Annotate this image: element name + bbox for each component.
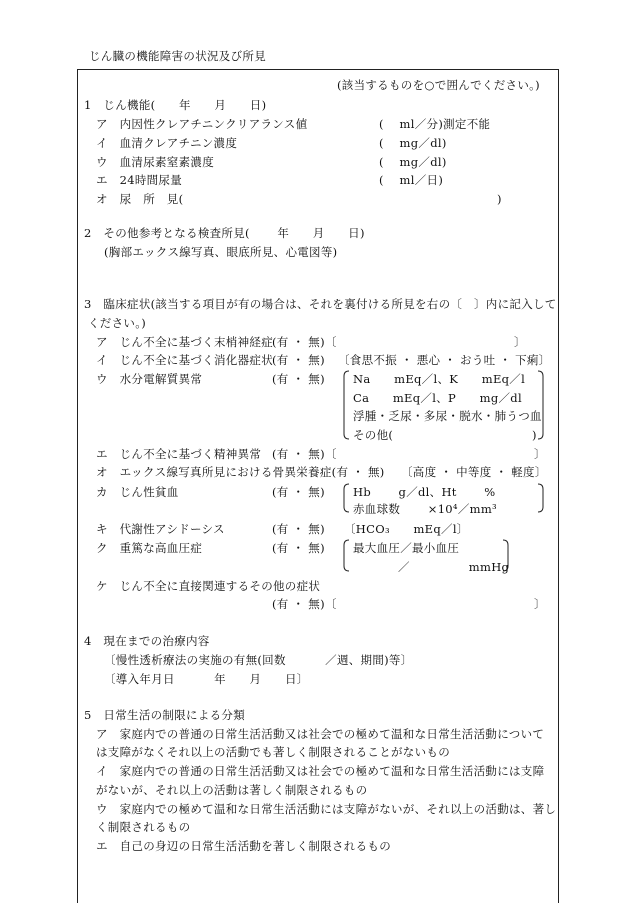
hypertension-line1: 最大血圧／最小血圧 [353, 541, 460, 555]
bun-value: ( mg／dl) [379, 155, 447, 169]
urine-volume-label: エ 24時間尿量 [96, 173, 183, 187]
serum-creatinine-value: ( mg／dl) [379, 136, 447, 150]
electrolyte-yn: (有 ・ 無) [272, 372, 325, 386]
gi-label: イ じん不全に基づく消化器症状 [96, 353, 273, 367]
class-a-line1: ア 家庭内での普通の日常生活活動又は社会での極めて温和な日常生活活動について [96, 727, 545, 741]
gi-detail: 〔食思不振 ・ 悪心 ・ おう吐 ・ 下痢〕 [338, 353, 551, 367]
section2-heading: 2 その他参考となる検査所見( 年 月 日) [84, 226, 365, 240]
anemia-line2: 赤血球数 ×10⁴／mm³ [353, 502, 497, 516]
neuropathy-close: 〕 [514, 335, 526, 349]
neuropathy-label: ア じん不全に基づく末梢神経症 [96, 335, 273, 349]
electrolyte-line3: 浮腫・乏尿・多尿・脱水・肺うつ血 [353, 409, 542, 423]
section3-heading: 3 臨床症状(該当する項目が有の場合は、それを裏付ける所見を右の〔 〕内に記入して [84, 297, 557, 311]
other-symptoms-yn: (有 ・ 無)〔 [272, 597, 337, 611]
class-c-line1: ウ 家庭内での極めて温和な日常生活活動には支障がないが、それ以上の活動は、著し [96, 802, 557, 816]
acidosis-yn: (有 ・ 無) [272, 522, 325, 536]
gi-yn: (有 ・ 無) [272, 353, 325, 367]
dialysis-line: 〔慢性透析療法の実施の有無(回数 ／週、期間)等〕 [104, 653, 413, 667]
section1-heading: 1 じん機能( 年 月 日) [84, 98, 267, 112]
electrolyte-line4-close: ) [532, 428, 537, 442]
anemia-line1: Hb g／dl、Ht % [353, 485, 496, 499]
class-a-line2: は支障がなくそれ以上の活動でも著しく制限されることがないもの [96, 745, 450, 759]
introduction-date-line: 〔導入年月日 年 月 日〕 [104, 672, 309, 686]
hypertension-label: ク 重篤な高血圧症 [96, 541, 203, 555]
bun-label: ウ 血清尿素窒素濃度 [96, 155, 214, 169]
hypertension-line2: ／ mmHg [398, 560, 510, 574]
class-b-line1: イ 家庭内での普通の日常生活活動又は社会での極めて温和な日常生活活動には支障 [96, 764, 545, 778]
urine-volume-value: ( ml／日) [379, 173, 444, 187]
psychiatric-yn: (有 ・ 無)〔 [272, 447, 337, 461]
urinalysis-close: ) [497, 192, 502, 206]
electrolyte-label: ウ 水分電解質異常 [96, 372, 203, 386]
section5-heading: 5 日常生活の制限による分類 [84, 708, 246, 722]
electrolyte-line2: Ca mEq／l、P mg／dl [353, 391, 522, 405]
creatinine-clearance-value: ( ml／分)測定不能 [379, 117, 491, 131]
other-symptoms-label: ケ じん不全に直接関連するその他の症状 [96, 579, 321, 593]
class-b-line2: がないが、それ以上の活動は著しく制限されるもの [96, 783, 368, 797]
class-d-line1: エ 自己の身辺の日常生活活動を著しく制限されるもの [96, 839, 391, 853]
electrolyte-line4: その他( [353, 428, 394, 442]
creatinine-clearance-label: ア 内因性クレアチニンクリアランス値 [96, 117, 308, 131]
anemia-yn: (有 ・ 無) [272, 485, 325, 499]
neuropathy-yn: (有 ・ 無)〔 [272, 335, 337, 349]
electrolyte-line1: Na mEq／l、K mEq／l [353, 372, 526, 386]
class-c-line2: く制限されるもの [96, 820, 191, 834]
anemia-label: カ じん性貧血 [96, 485, 179, 499]
section2-sub: (胸部エックス線写真、眼底所見、心電図等) [104, 245, 338, 259]
osteodystrophy-label: オ エックス線写真所見における骨異栄養症(有 ・ 無) [96, 465, 385, 479]
psychiatric-close: 〕 [534, 447, 546, 461]
instruction-text: (該当するものを○で囲んでください。) [337, 78, 540, 92]
urinalysis-label: オ 尿 所 見( [96, 192, 184, 206]
form-title: じん臓の機能障害の状況及び所見 [89, 49, 266, 63]
section4-heading: 4 現在までの治療内容 [84, 634, 210, 648]
acidosis-detail: 〔HCO₃ mEq／l〕 [344, 522, 469, 536]
osteodystrophy-detail: 〔高度 ・ 中等度 ・ 軽度〕 [401, 465, 547, 479]
other-symptoms-close: 〕 [534, 597, 546, 611]
acidosis-label: キ 代謝性アシドーシス [96, 522, 225, 536]
section3-heading-cont: ください。) [88, 316, 147, 330]
serum-creatinine-label: イ 血清クレアチニン濃度 [96, 136, 238, 150]
hypertension-yn: (有 ・ 無) [272, 541, 325, 555]
psychiatric-label: エ じん不全に基づく精神異常 [96, 447, 262, 461]
